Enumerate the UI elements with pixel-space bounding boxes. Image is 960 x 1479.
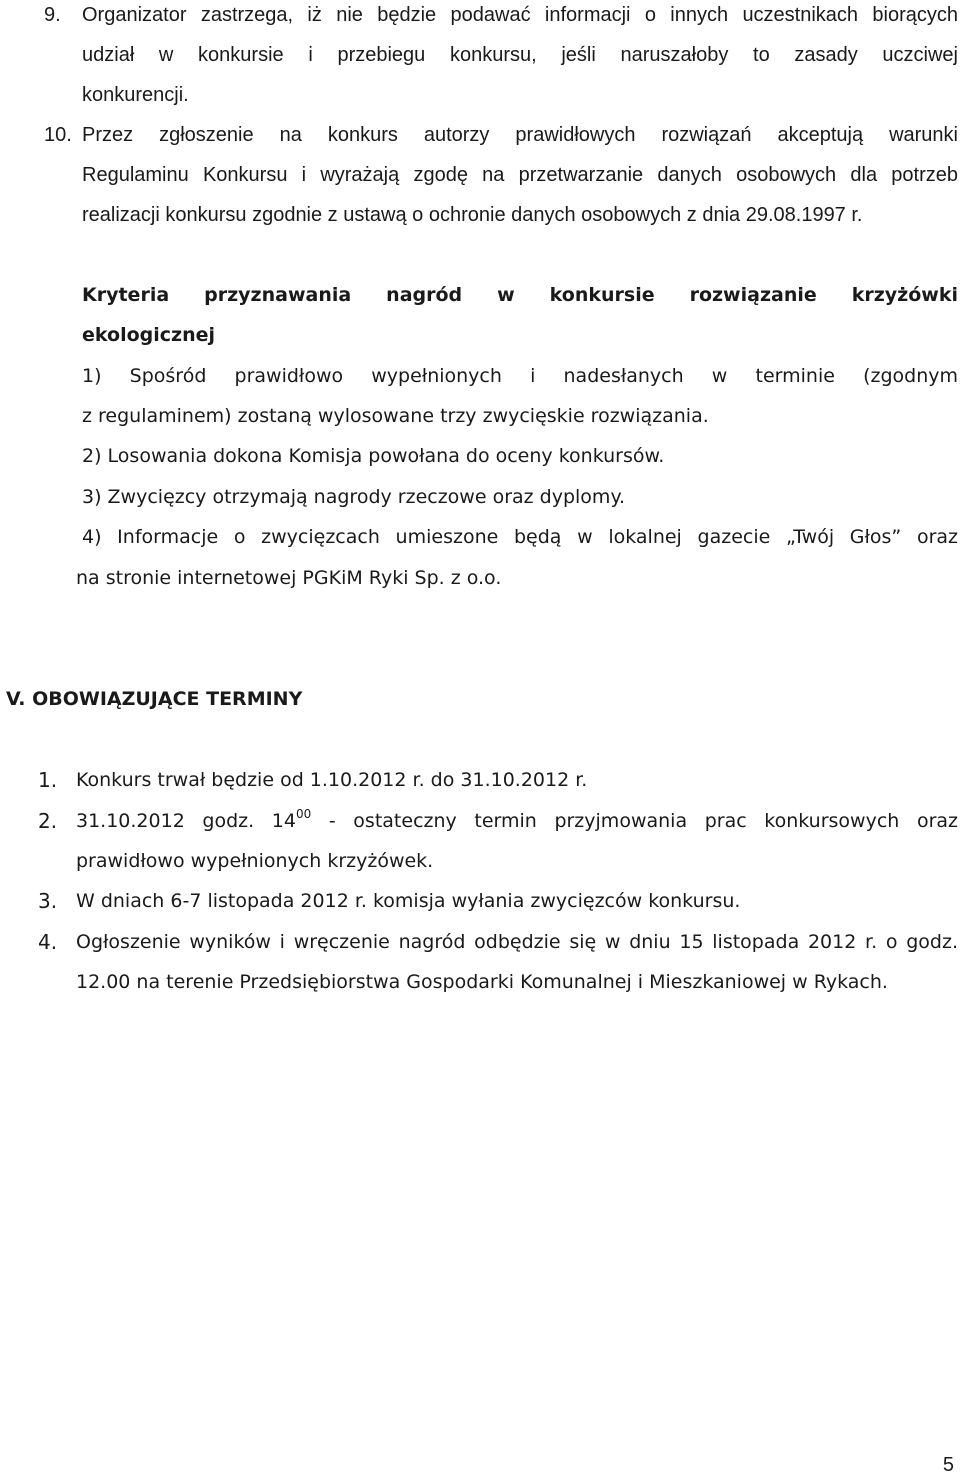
term-2-number: 2. bbox=[38, 809, 58, 833]
criteria-heading-line-2: ekologicznej bbox=[82, 324, 215, 346]
term-2-rest: - ostateczny termin przyjmowania prac konkursowych oraz bbox=[311, 810, 958, 832]
criteria-item-4-line-2: na stronie internetowej PGKiM Ryki Sp. z o.o. bbox=[76, 567, 502, 589]
rule-9-line-2: udział w konkursie i przebiegu konkursu, jeśli naruszałoby to zasady uczciwej bbox=[82, 44, 958, 66]
criteria-item-3: 3) Zwycięzcy otrzymają nagrody rzeczowe oraz dyplomy. bbox=[82, 486, 626, 508]
rule-10-line-2: Regulaminu Konkursu i wyrażają zgodę na przetwarzanie danych osobowych dla potrzeb bbox=[82, 164, 958, 186]
page-number: 5 bbox=[942, 1454, 954, 1476]
criteria-item-4-line-1: 4) Informacje o zwycięzcach umieszone będą w lokalnej gazecie „Twój Głos” oraz bbox=[82, 526, 958, 548]
rule-10-line-1: Przez zgłoszenie na konkurs autorzy prawidłowych rozwiązań akceptują warunki bbox=[82, 124, 958, 146]
term-2-line-1 bbox=[76, 808, 958, 834]
term-1-text: Konkurs trwał będzie od 1.10.2012 r. do 31.10.2012 r. bbox=[76, 769, 588, 791]
rule-9-line-3: konkurencji. bbox=[82, 84, 189, 106]
rule-10-number: 10. bbox=[44, 124, 72, 146]
rule-10-line-3: realizacji konkursu zgodnie z ustawą o ochronie danych osobowych z dnia 29.08.1997 r. bbox=[82, 204, 863, 226]
criteria-heading-line-1: Kryteria przyznawania nagród w konkursie rozwiązanie krzyżówki bbox=[82, 284, 958, 306]
term-3-text: W dniach 6-7 listopada 2012 r. komisja wyłania zwycięzców konkursu. bbox=[76, 890, 741, 912]
term-2-line-2: prawidłowo wypełnionych krzyżówek. bbox=[76, 850, 434, 872]
term-4-line-1: Ogłoszenie wyników i wręczenie nagród odbędzie się w dniu 15 listopada 2012 r. o godz. bbox=[76, 931, 958, 953]
criteria-item-1-line-2: z regulaminem) zostaną wylosowane trzy zwycięskie rozwiązania. bbox=[82, 405, 709, 427]
terms-section-heading: V. OBOWIĄZUJĄCE TERMINY bbox=[6, 688, 303, 710]
criteria-item-1-line-1: 1) Spośród prawidłowo wypełnionych i nadesłanych w terminie (zgodnym bbox=[82, 365, 958, 387]
term-4-number: 4. bbox=[38, 930, 58, 954]
rule-9-number: 9. bbox=[44, 4, 61, 26]
term-2-minutes: 00 bbox=[295, 807, 312, 821]
term-4-line-2: 12.00 na terenie Przedsiębiorstwa Gospodarki Komunalnej i Mieszkaniowej w Rykach. bbox=[76, 971, 888, 993]
term-3-number: 3. bbox=[38, 889, 58, 913]
criteria-item-2: 2) Losowania dokona Komisja powołana do oceny konkursów. bbox=[82, 445, 665, 467]
rule-9-line-1: Organizator zastrzega, iż nie będzie podawać informacji o innych uczestnikach biorących bbox=[82, 4, 958, 26]
term-1-number: 1. bbox=[38, 768, 58, 792]
term-2-date: 31.10.2012 godz. 14 bbox=[76, 810, 296, 832]
